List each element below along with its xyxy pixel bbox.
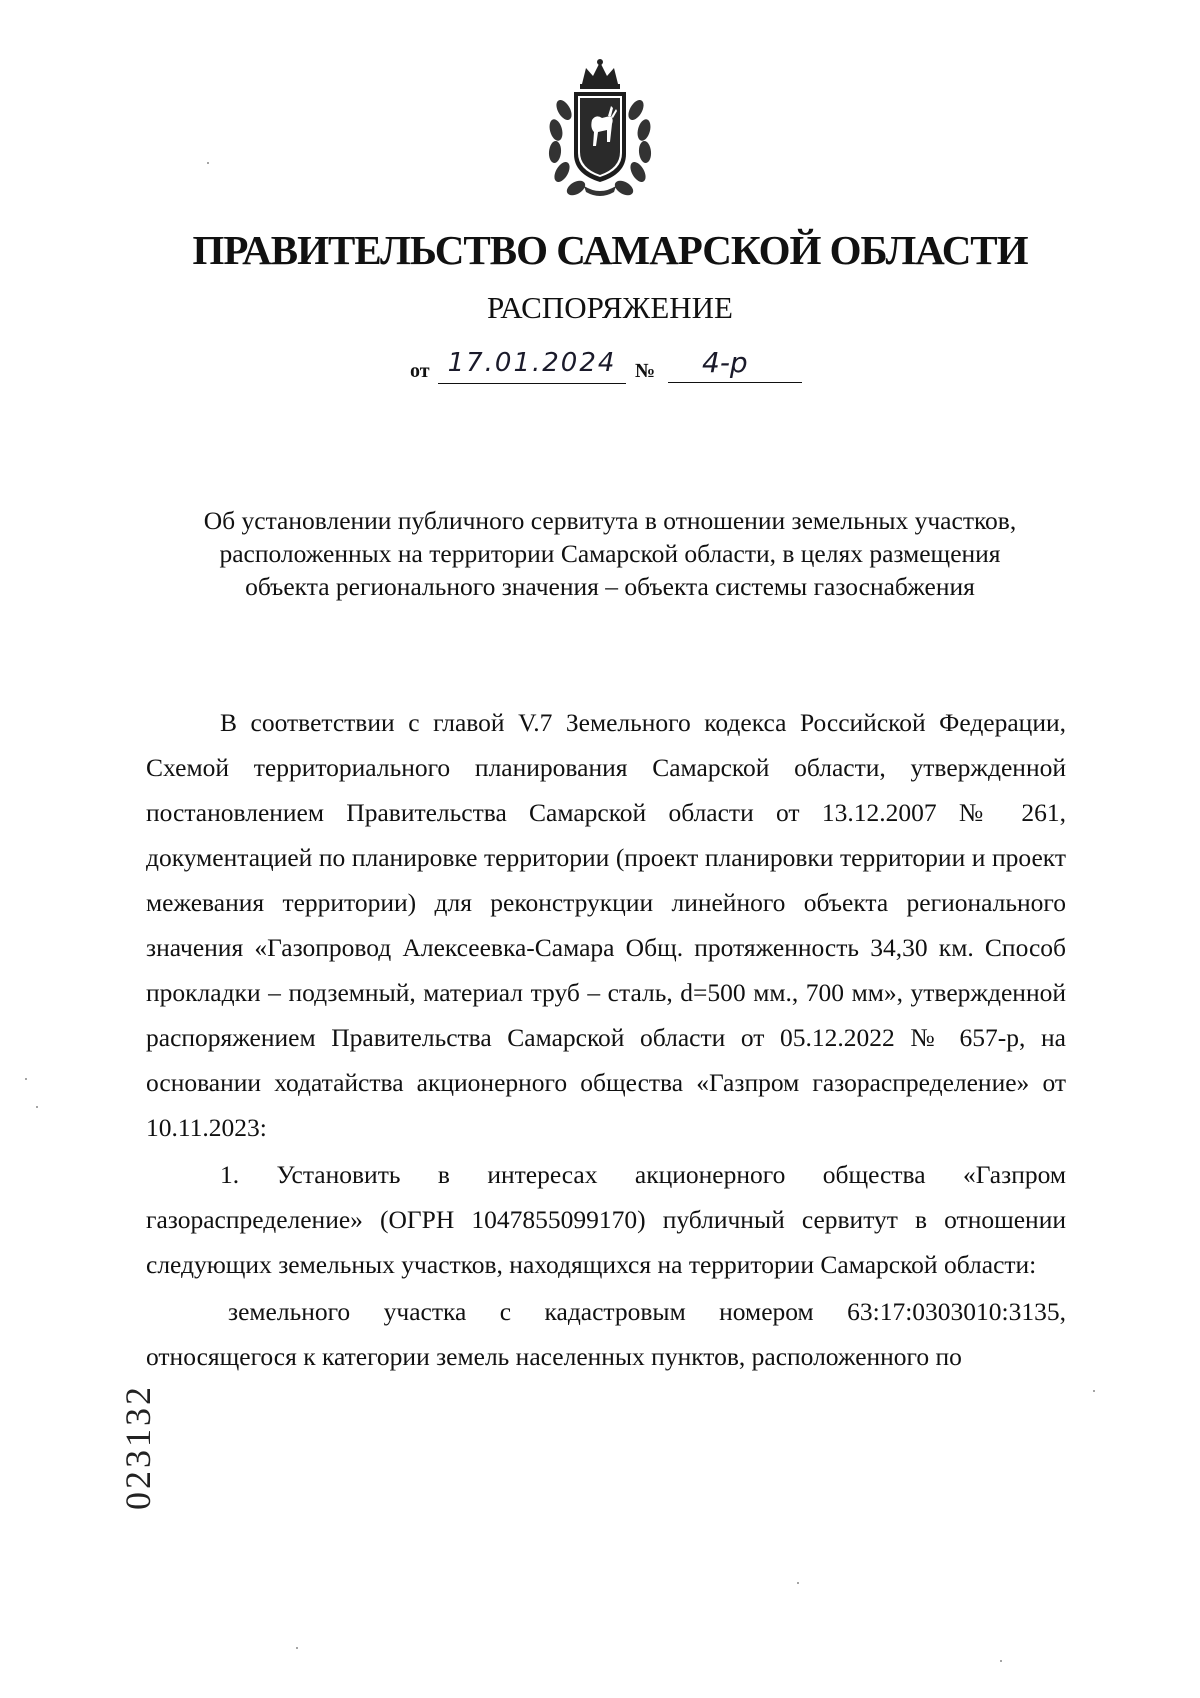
number-prefix: № [635, 360, 656, 382]
document-body [146, 700, 1066, 1379]
coat-of-arms-icon [540, 58, 660, 198]
body-paragraph: земельного участка с кадастровым номером 63:17:0303010:3135, относящегося к категории земель населенных пунктов, расположенного по [146, 1297, 1066, 1371]
scan-speck [25, 1078, 27, 1080]
date-number-line [410, 346, 810, 390]
handwritten-date: 17.01.2024 [438, 348, 626, 384]
scan-speck [797, 1582, 799, 1584]
document-subject [120, 504, 1100, 603]
document-type: РАСПОРЯЖЕНИЕ [487, 290, 733, 325]
registration-number: 023132 [118, 1384, 158, 1510]
scan-speck [296, 1647, 298, 1649]
date-prefix: от [410, 360, 430, 382]
body-paragraph: В соответствии с главой V.7 Земельного кодекса Российской Федерации, Схемой территориального планирования Самарской области, утвержденной постановлением Правительства Самарской области от 13.12.2007 № 261, документацией по планировке территории (проект планировки территории и проект межевания территории) для реконструкции линейного объекта регионального значения «Газопровод Алексеевка-Самара Общ. протяженность 34,30 км. Способ прокладки – подземный, материал труб – сталь, d=500 мм., 700 мм», утвержденной распоряжением Правительства Самарской области от 05.12.2022 № 657-р, на основании ходатайства акционерного общества «Газпром газораспределение» от 10.11.2023: [146, 708, 1066, 1142]
scan-speck [1000, 1660, 1002, 1662]
subject-line: расположенных на территории Самарской области, в целях размещения [219, 539, 1001, 568]
scan-speck [36, 1106, 38, 1108]
scan-speck [1093, 1390, 1095, 1392]
body-paragraph: 1. Установить в интересах акционерного общества «Газпром газораспределение» (ОГРН 1047855099170) публичный сервитут в отношении следующих земельных участков, находящихся на территории Самарской области: [146, 1160, 1066, 1279]
government-title: ПРАВИТЕЛЬСТВО САМАРСКОЙ ОБЛАСТИ [192, 227, 1028, 273]
scan-speck [207, 162, 209, 164]
handwritten-number: 4-р [668, 346, 802, 383]
subject-line: Об установлении публичного сервитута в отношении земельных участков, [203, 506, 1017, 535]
subject-line: объекта регионального значения – объекта системы газоснабжения [245, 572, 975, 601]
